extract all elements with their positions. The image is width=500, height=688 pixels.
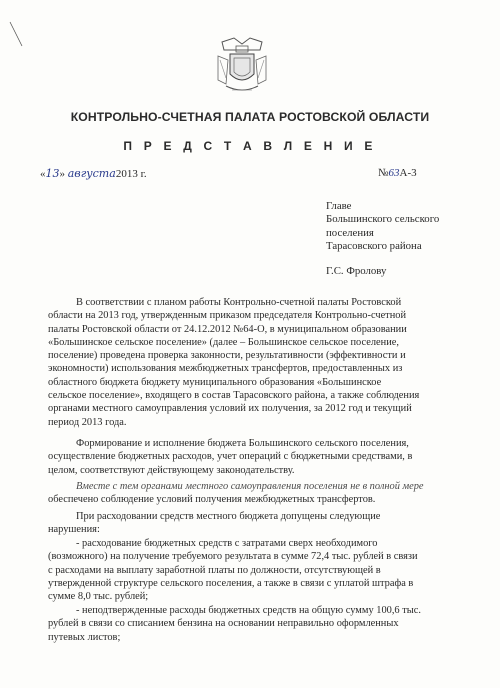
paragraph-budget-compliance [48, 437, 468, 477]
text-line: целом, соответствуют действующему законодательству. [48, 464, 295, 476]
text-line: (возможного) на получение требуемого результата в сумме 72,4 тыс. рублей в связи [48, 551, 418, 563]
addressee-block [326, 200, 439, 278]
number-suffix: А-3 [399, 167, 417, 179]
date-close-quote: » [59, 168, 65, 180]
text-line: - расходование бюджетных средств с затратами сверх необходимого [76, 538, 378, 549]
text-line: осуществление бюджетных расходов, учет операций с бюджетными средствами, в [48, 451, 413, 463]
addressee-line: Тарасовского района [326, 240, 422, 253]
text-line: области на 2013 год, утвержденным приказом председателя Контрольно-счетной [48, 310, 407, 322]
text-line: период 2013 года. [48, 416, 127, 428]
coat-of-arms-emblem [212, 34, 272, 98]
paragraph-shortcomings [48, 480, 468, 507]
text-line: «Большинское сельское поселение» (далее – Большинское сельское поселение, [48, 336, 399, 348]
date-open-quote: « [40, 168, 46, 180]
pen-stroke-mark [6, 20, 26, 50]
addressee-line: поселения [326, 226, 374, 239]
text-line: путевых листов; [48, 631, 121, 643]
date-month: августа [67, 167, 116, 180]
date-day: 13 [45, 167, 60, 180]
text-line: утвержденной структуре сельского поселения, а также в связи с уплатой штрафа в [48, 577, 414, 589]
text-line: палаты Ростовской области от 24.12.2012 №64-О, в муниципальном образовании [48, 323, 407, 335]
text-line: При расходовании средств местного бюджета допущены следующие [76, 511, 381, 522]
text-line: сельское поселение», входящего в состав Тарасовского района, а также соблюдения [48, 390, 420, 402]
addressee-line: Большинского сельского [326, 213, 440, 226]
text-line: нарушения: [48, 524, 100, 536]
text-line: обеспечено соблюдение условий получения межбюджетных трансфертов. [48, 494, 376, 506]
number-prefix: № [378, 167, 389, 179]
text-line: - неподтвержденные расходы бюджетных средств на общую сумму 100,6 тыс. [76, 605, 421, 616]
document-number [378, 167, 417, 179]
paragraph-violations-intro [48, 510, 468, 537]
number-handwritten: 63 [388, 167, 400, 179]
document-title: П Р Е Д С Т А В Л Е Н И Е [123, 139, 377, 153]
paragraph-audit-basis [48, 296, 468, 429]
text-line: сумме 8,0 тыс. рублей; [48, 591, 149, 603]
violation-item-1 [48, 537, 468, 603]
organization-name: КОНТРОЛЬНО-СЧЕТНАЯ ПАЛАТА РОСТОВСКОЙ ОБЛАСТИ [70, 110, 430, 124]
date-year: 2013 г. [115, 168, 147, 180]
text-line: экономности) использования межбюджетных трансфертов, предоставленных из [48, 363, 403, 375]
text-line: областного бюджета бюджету муниципального образования «Большинское [48, 376, 382, 388]
text-line: В соответствии с планом работы Контрольно-счетной палаты Ростовской [76, 297, 402, 308]
addressee-line: Главе [326, 200, 352, 212]
text-line: рублей в связи со списанием бензина на основании неправильно оформленных [48, 618, 399, 630]
violation-item-2 [48, 604, 468, 644]
text-line: с расходами на выплату заработной платы по должности, отсутствующей в [48, 564, 381, 576]
text-line: поселение) проведена проверка законности, результативности (эффективности и [48, 350, 406, 362]
document-date [40, 167, 147, 180]
addressee-name: Г.С. Фролову [326, 264, 387, 277]
text-line-italic: Вместе с тем органами местного самоуправления поселения не в полной мере [76, 481, 424, 492]
text-line: органами местного самоуправления условий их получения, за 2012 год и текущий [48, 403, 412, 415]
text-line: Формирование и исполнение бюджета Большинского сельского поселения, [76, 438, 409, 449]
